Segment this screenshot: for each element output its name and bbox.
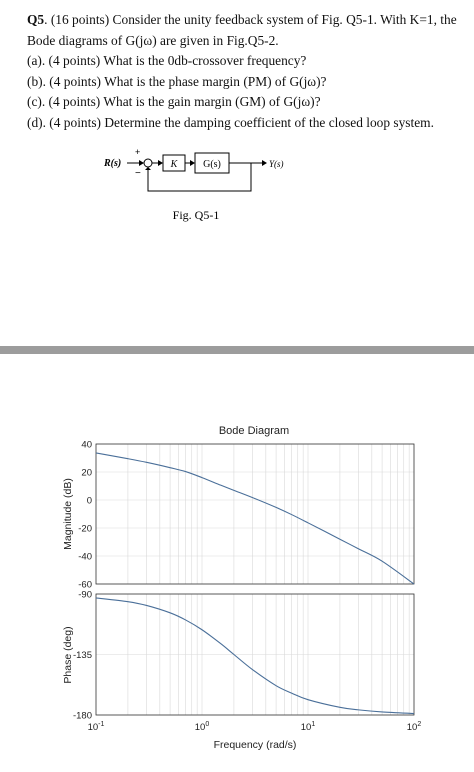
minus-sign: − [135, 168, 141, 179]
phase-y-tick-label: -180 [72, 710, 92, 722]
question-part-a: (a). (4 points) What is the 0db-crossover frequency? [27, 53, 307, 68]
frequency-x-tick-label: $10^2$ [406, 721, 422, 733]
magnitude-curve [96, 453, 414, 584]
magnitude-y-tick-label: 20 [81, 467, 92, 479]
bode-title: Bode Diagram [218, 425, 290, 437]
magnitude-y-tick-label: -20 [78, 523, 92, 535]
question-number: Q5 [27, 12, 45, 27]
plant-block-label: G(s) [203, 159, 221, 170]
frequency-x-tick-label: $10^1$ [300, 721, 316, 733]
magnitude-y-label: Magnitude (dB) [62, 478, 74, 550]
question-intro-text: . (16 points) Consider the unity feedback system of Fig. Q5-1. With K=1, the Bode diagrams of G(jω) are given in Fig.Q5-2. [27, 12, 457, 48]
magnitude-y-tick-label: -60 [78, 579, 92, 591]
frequency-x-label: Frequency (rad/s) [213, 739, 297, 751]
phase-grid [96, 594, 414, 715]
magnitude-grid [96, 444, 414, 584]
phase-curve [96, 598, 414, 714]
frequency-x-ticks [88, 721, 422, 733]
magnitude-y-tick-label: 0 [86, 495, 92, 507]
phase-y-ticks [73, 590, 92, 722]
magnitude-y-tick-label: -40 [78, 551, 92, 563]
question-part-d: (d). (4 points) Determine the damping coefficient of the closed loop system. [27, 114, 434, 130]
input-label: R(s) [104, 158, 122, 169]
frequency-x-tick-label: $10^0$ [194, 721, 210, 733]
phase-y-label: Phase (deg) [62, 626, 74, 684]
phase-y-tick-label: -135 [72, 650, 92, 661]
question-part-b: (b). (4 points) What is the phase margin (PM) of G(jω)? [27, 73, 327, 89]
frequency-x-tick-label: $10^{-1}$ [87, 721, 105, 733]
phase-y-tick-label: -90 [78, 589, 92, 601]
magnitude-axes [96, 444, 414, 584]
magnitude-y-tick-label: 40 [81, 439, 92, 451]
magnitude-y-ticks [78, 440, 92, 591]
question-part-c: (c). (4 points) What is the gain margin (GM) of G(jω)? [27, 94, 321, 109]
gain-block-label: K [170, 159, 178, 170]
figure-caption: Fig. Q5-1 [172, 208, 220, 222]
output-label: Y(s) [269, 159, 284, 169]
plus-sign: + [135, 147, 141, 157]
